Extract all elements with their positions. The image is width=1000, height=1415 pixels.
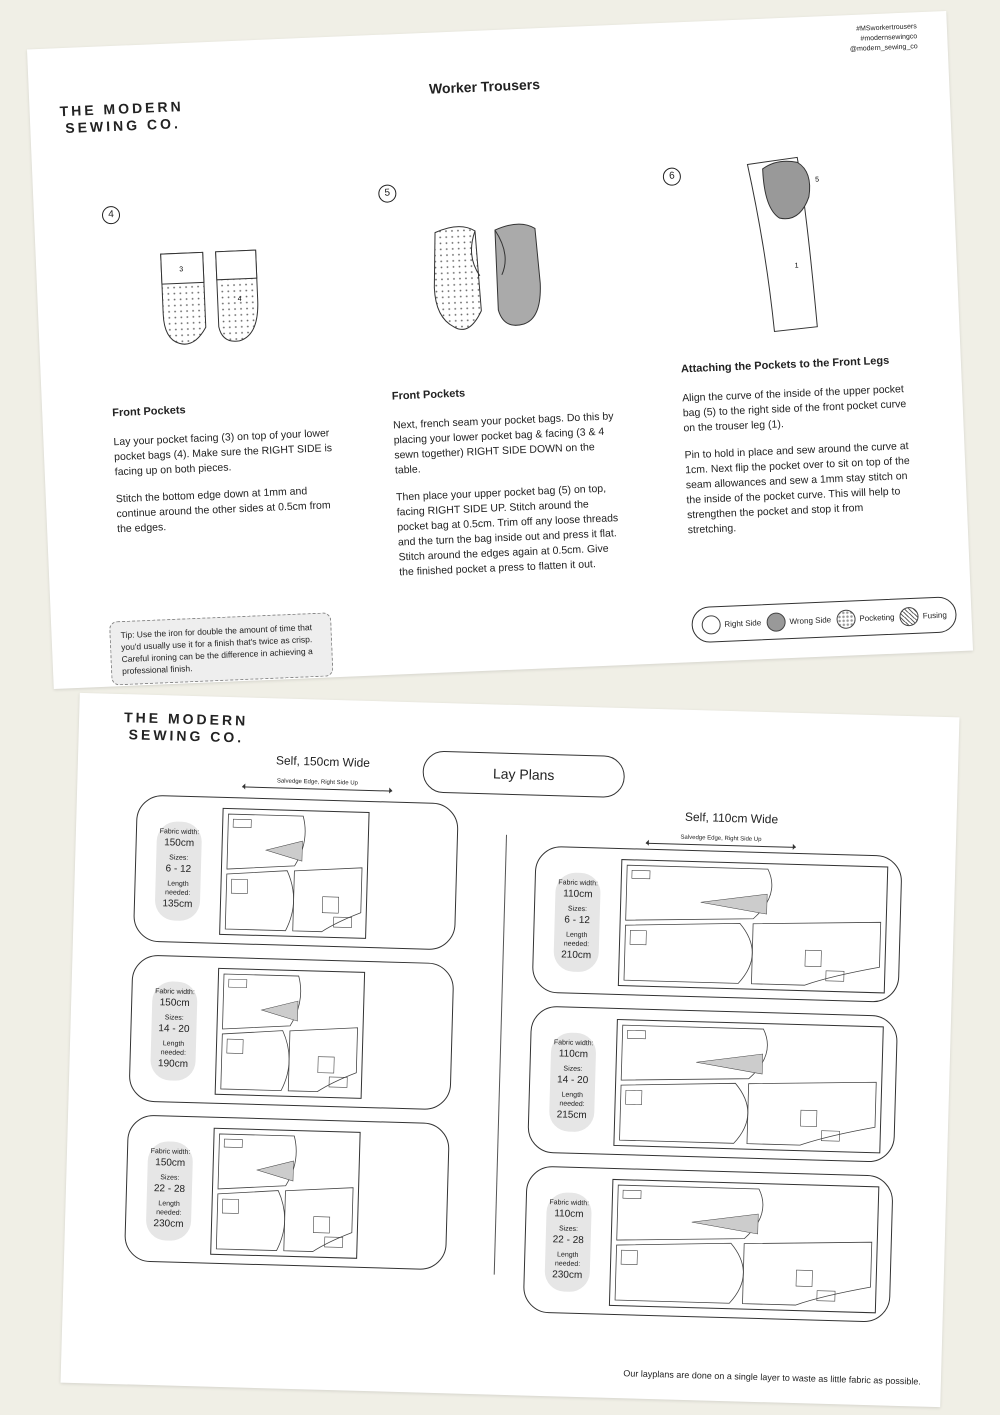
- lay-plan-diagram: [613, 1019, 883, 1153]
- length-value: 215cm: [556, 1109, 587, 1122]
- sizes-label: Sizes:: [558, 1225, 579, 1233]
- legend-label: Right Side: [724, 617, 762, 629]
- label-4: 4: [237, 295, 242, 303]
- legend-label: Pocketing: [859, 612, 895, 623]
- wrong-side-swatch-icon: [766, 612, 786, 632]
- column-divider: [494, 835, 507, 1275]
- fabric-width-value: 110cm: [558, 1048, 589, 1061]
- brand-logo: THE MODERN SEWING CO.: [123, 709, 249, 746]
- fabric-info-pill: [544, 1192, 592, 1292]
- length-label: Length needed:: [165, 880, 191, 898]
- sizes-value: 14 - 20: [556, 1074, 589, 1087]
- length-label: Length needed:: [563, 931, 590, 949]
- pocket-facing-illustration: [140, 239, 284, 355]
- pocket-bags-illustration: [419, 212, 564, 338]
- step-paragraph: Align the curve of the inside of the upper pocket bag (5) to the right side of the front pocket curve on the trouser leg (1).: [681, 383, 907, 435]
- sizes-label: Sizes:: [169, 854, 189, 862]
- lay-plan-diagram: [618, 859, 888, 993]
- page-title: Lay Plans: [422, 750, 625, 798]
- step-paragraph: Lay your pocket facing (3) on top of your lower pocket bags (4). Make sure the RIGHT SIDE is facing up on both pieces.: [113, 427, 333, 479]
- sizes-label: Sizes:: [563, 1065, 583, 1074]
- page-title: Worker Trousers: [428, 76, 541, 97]
- lay-plan-card: [527, 1006, 898, 1163]
- lay-plan-diagram: [609, 1179, 879, 1313]
- section-heading-110: Self, 110cm Wide: [684, 809, 779, 827]
- pocketing-swatch-icon: [836, 609, 856, 629]
- fabric-info-pill: [146, 1141, 194, 1241]
- step-heading: Attaching the Pockets to the Front Legs: [680, 354, 890, 376]
- lay-plan-card: [133, 794, 459, 950]
- length-label: Length needed:: [559, 1091, 585, 1109]
- fabric-legend: [691, 596, 957, 643]
- fabric-width-value: 150cm: [155, 1157, 186, 1169]
- instruction-sheet: [27, 11, 973, 689]
- length-label: Length needed:: [554, 1251, 581, 1269]
- legend-label: Wrong Side: [789, 614, 832, 626]
- lay-plan-card: [523, 1166, 894, 1323]
- fabric-info-pill: [549, 1032, 597, 1132]
- tip-box: Tip: Use the iron for double the amount of time that you'd usually use it for a finish that's twice as crisp. Careful ironing can be the difference in achieving a professional finish.: [109, 612, 333, 685]
- lay-plan-diagram: [210, 1128, 360, 1259]
- fabric-info-pill: [150, 981, 198, 1081]
- length-value: 135cm: [162, 898, 193, 911]
- step-number: 4: [102, 206, 121, 225]
- hashtags: #MSworkertrousers #modernsewingco @modern_sewing_co: [849, 23, 918, 54]
- footnote: Our layplans are done on a single layer to waste as little fabric as possible.: [623, 1368, 922, 1387]
- step-heading: Front Pockets: [391, 387, 466, 403]
- lay-plan-card: [128, 954, 454, 1110]
- lay-plans-sheet: [61, 693, 960, 1407]
- fabric-info-pill: [553, 872, 601, 972]
- step-heading: Front Pockets: [112, 404, 186, 420]
- fabric-width-label: Fabric width:: [150, 1148, 191, 1157]
- lay-plan-card: [124, 1114, 450, 1270]
- right-side-swatch-icon: [701, 615, 721, 635]
- step-number: 6: [663, 167, 682, 186]
- fabric-width-label: Fabric width:: [155, 988, 195, 997]
- sizes-value: 22 - 28: [552, 1234, 584, 1247]
- step-6-text: [681, 353, 914, 550]
- fusing-swatch-icon: [899, 606, 919, 626]
- fabric-width-label: Fabric width:: [553, 1039, 594, 1048]
- fabric-info-pill: [154, 821, 202, 921]
- label-3: 3: [179, 266, 184, 274]
- step-paragraph: Pin to hold in place and sew around the curve at 1cm. Next flip the pocket over to sit on top of the seam allowances and sew a 1mm stay stitch on the inside of the pocket curve. This will help to strengthen the pocket and stop it from stretching.: [684, 439, 910, 537]
- length-value: 190cm: [157, 1058, 189, 1071]
- lay-plan-diagram: [219, 808, 369, 939]
- trouser-leg-illustration: [732, 145, 860, 340]
- fabric-width-label: Fabric width:: [159, 828, 200, 837]
- length-value: 210cm: [561, 949, 592, 962]
- sizes-label: Sizes:: [567, 905, 588, 914]
- lay-plan-diagram: [215, 968, 365, 1099]
- label-5: 5: [815, 176, 820, 184]
- length-label: Length needed:: [160, 1040, 187, 1057]
- step-5-text: [392, 380, 625, 592]
- step-paragraph: Next, french seam your pocket bags. Do this by placing your lower pocket bag & facing (3 & 4 sewn together) RIGHT SIDE DOWN on the table.: [392, 410, 614, 477]
- sizes-value: 22 - 28: [153, 1183, 186, 1195]
- fabric-width-label: Fabric width:: [549, 1199, 590, 1208]
- length-value: 230cm: [552, 1269, 583, 1282]
- length-label: Length needed:: [156, 1200, 182, 1217]
- step-4-text: [112, 397, 343, 549]
- sizes-label: Sizes:: [160, 1174, 180, 1182]
- brand-logo: THE MODERN SEWING CO.: [59, 98, 184, 137]
- lay-plan-card: [532, 846, 903, 1003]
- sizes-label: Sizes:: [164, 1014, 184, 1022]
- selvedge-indicator: Salvedge Edge, Right Side Up: [646, 834, 796, 848]
- section-heading-150: Self, 150cm Wide: [275, 753, 371, 770]
- sizes-value: 14 - 20: [158, 1023, 190, 1036]
- fabric-width-value: 150cm: [163, 837, 195, 850]
- selvedge-indicator: Salvedge Edge, Right Side Up: [242, 777, 392, 791]
- sizes-value: 6 - 12: [165, 863, 192, 876]
- fabric-width-value: 110cm: [563, 888, 593, 901]
- step-number: 5: [378, 184, 397, 203]
- fabric-width-value: 150cm: [159, 997, 190, 1010]
- fabric-width-label: Fabric width:: [558, 879, 599, 888]
- fabric-width-value: 110cm: [554, 1208, 584, 1221]
- sizes-value: 6 - 12: [564, 914, 591, 927]
- step-paragraph: Then place your upper pocket bag (5) on top, facing RIGHT SIDE UP. Stitch around the pocket bag at 0.5cm. Trim off any loose threads and the turn the bag inside out and press it flat. Stitch around the edges again at 0.5cm. Give the finished pocket a press to flatten it out.: [395, 482, 619, 579]
- length-value: 230cm: [153, 1218, 184, 1230]
- legend-label: Fusing: [922, 610, 947, 621]
- step-paragraph: Stitch the bottom edge down at 1mm and continue around the other sides at 0.5cm from the edges.: [115, 485, 331, 536]
- label-1: 1: [794, 262, 799, 270]
